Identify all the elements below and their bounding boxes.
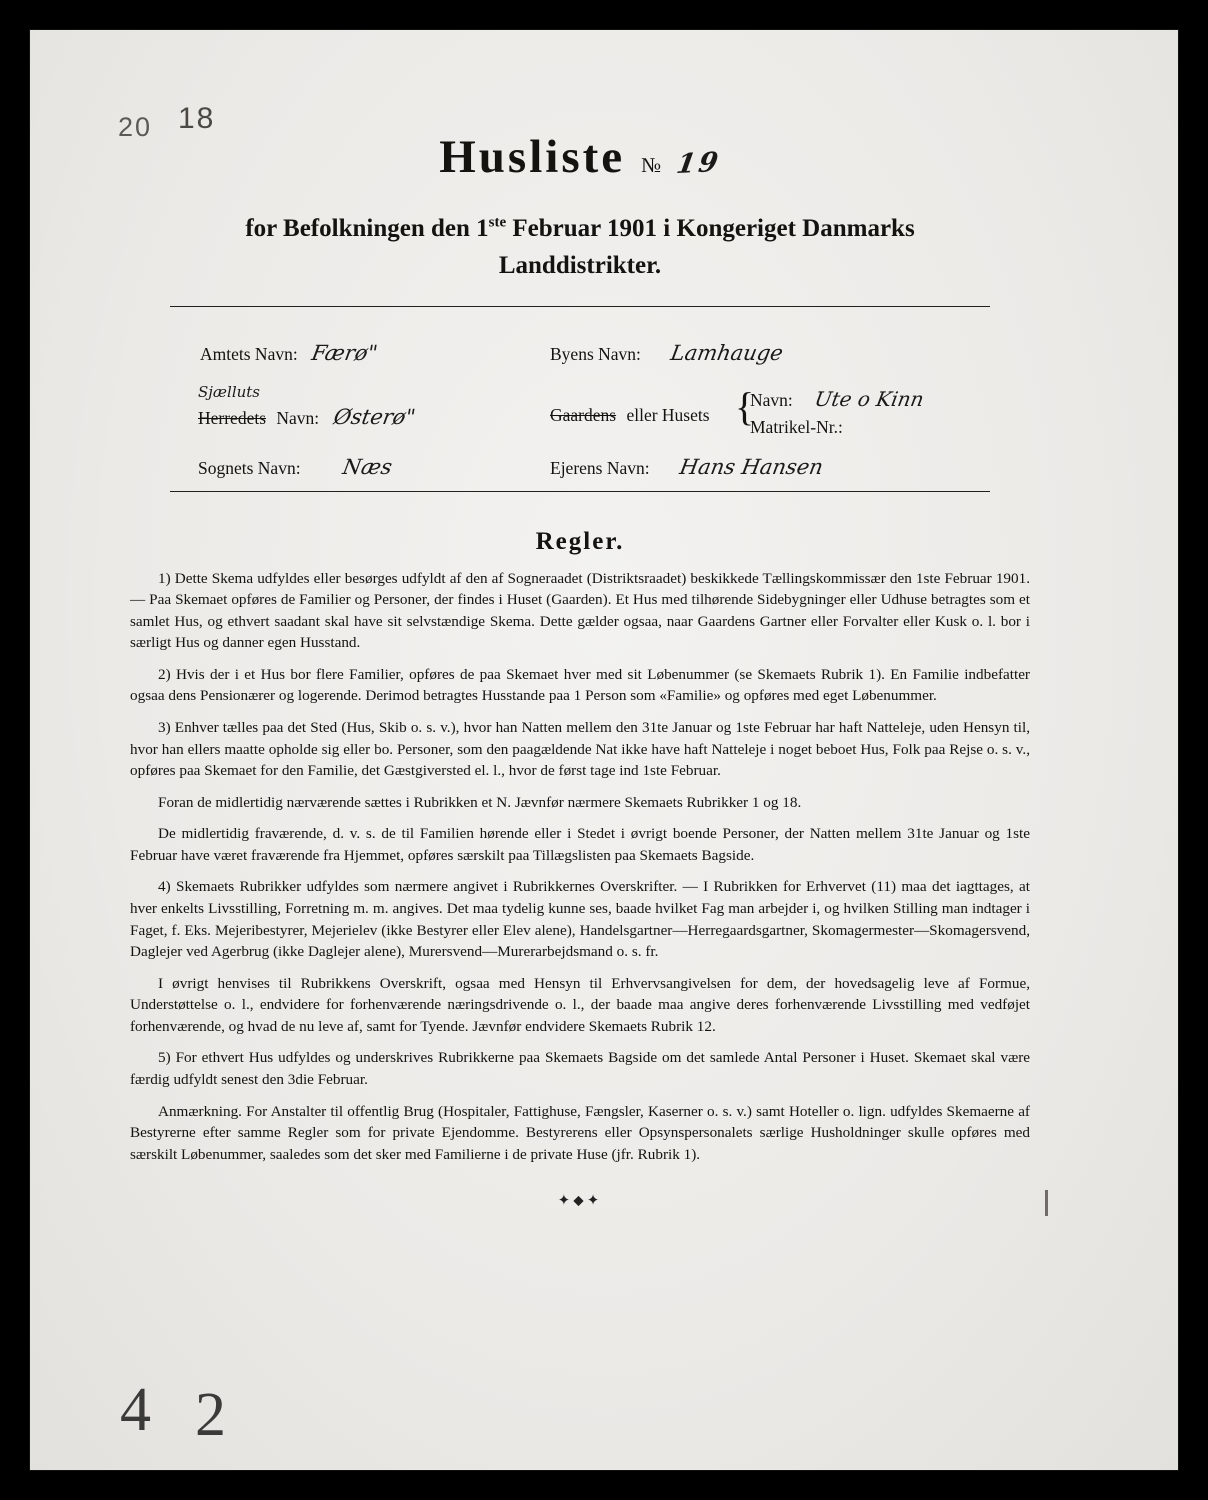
- rule-paragraph: 5) For ethvert Hus udfyldes og underskrives Rubrikkerne paa Skemaets Bagside om det samlede Antal Personer i Huset. Skemaet skal være færdig udfyldt senest den 3die Februar.: [130, 1049, 1030, 1089]
- field-gaard-navn: [750, 387, 924, 411]
- scanned-page: [30, 30, 1178, 1470]
- page-title: [130, 130, 1030, 184]
- page-title-text: Husliste: [439, 131, 626, 183]
- subtitle-superscript: ste: [488, 214, 507, 231]
- subtitle-part-a: for Befolkningen den 1: [245, 215, 489, 242]
- field-herred-strikethrough-label: Herredets: [198, 407, 267, 428]
- field-sogn: [198, 455, 392, 479]
- pencil-mark-right: 2: [195, 1381, 226, 1449]
- field-matrikel-label: Matrikel-Nr.:: [750, 416, 843, 437]
- husliste-number-label: №: [641, 153, 662, 177]
- field-amt: [200, 340, 380, 365]
- field-gaard-navn-label: Navn:: [750, 389, 793, 410]
- brace-decoration: {: [735, 383, 755, 429]
- ornament-divider: ✦⬥✦: [557, 1193, 603, 1210]
- field-gaard-label-rest: eller Husets: [626, 404, 710, 425]
- field-by: [550, 340, 786, 365]
- document-content: [130, 110, 1030, 1210]
- rule-paragraph: Foran de midlertidig nærværende sættes i Rubrikken et N. Jævnfør nærmere Skemaets Rubrikker 1 og 18.: [158, 793, 802, 811]
- field-gaard-strikethrough-label: Gaardens: [550, 404, 617, 425]
- field-matrikel: [750, 417, 857, 438]
- rule-paragraph: I øvrigt henvises til Rubrikkens Overskrift, ogsaa med Hensyn til Erhvervsangivelsen for dem, der hovedsagelig leve af Formue, Understøttelse o. l., endvidere for forhenværende næringsdrivende o. l., der baade maa angive deres forhenværende Livsstilling med vedføjet forhenværende, og hvad de nu leve af, samt for Tyende. Jævnfør endvidere Skemaets Rubrik 12.: [130, 974, 1030, 1035]
- document-subtitle-second-line: Landdistrikter.: [498, 251, 662, 279]
- stamp-number-left: 20: [118, 112, 153, 142]
- rules-body: [130, 568, 1030, 1166]
- rule-paragraph: De midlertidig fraværende, d. v. s. de til Familien hørende eller i Stedet i øvrigt boende Personer, der Natten mellem 31te Januar og 1ste Februar have været fraværende fra Hjemmet, opføres særskilt paa Tillægslisten paa Skemaets Bagside.: [130, 825, 1030, 864]
- field-amt-value: Færø": [309, 340, 380, 365]
- document-subtitle: [130, 210, 1030, 248]
- field-herred-prefix: [198, 383, 260, 402]
- rule-paragraph: 1) Dette Skema udfyldes eller besørges udfyldt af den af Sogneraadet (Distriktsraadet) beskikkede Tællingskommissær den 1ste Februar 1901. — Paa Skemaet opføres de Familier og Personer, der findes i Huset (Gaarden). Et Hus med tilhørende Sidebygninger eller Udhuse betragtes som et samlet Hus, og ethvert saadant skal have sit selvstændige Skema. Dette gælder ogsaa, naar Gaardens Gartner eller Forvalter eller Kusk o. l. bor i særligt Hus og danner egen Husstand.: [130, 569, 1030, 652]
- rules-heading: Regler.: [535, 527, 625, 555]
- rule-paragraph: 2) Hvis der i et Hus bor flere Familier, opføres de paa Skemaet hver med sit Løbenummer (se Skemaets Rubrik 1). En Familie indbefatter ogsaa dens Pensionærer og logerende. Derimod betragtes Husstande paa 1 Person som «Familie» og opføres med eget Løbenummer.: [130, 665, 1030, 705]
- field-herred: [198, 405, 415, 429]
- stamp-number-right: 18: [178, 102, 216, 135]
- edge-mark: [1045, 1190, 1048, 1216]
- husliste-number-value: 19: [674, 146, 724, 181]
- paper-surface: [30, 30, 1178, 1470]
- field-by-value: Lamhauge: [669, 340, 786, 365]
- field-ejer: [550, 454, 826, 479]
- divider-top: [170, 306, 990, 307]
- field-sogn-label: Sognets Navn:: [198, 457, 301, 478]
- field-sogn-value: Næs: [340, 454, 394, 479]
- rule-paragraph: 3) Enhver tælles paa det Sted (Hus, Skib o. s. v.), hvor han Natten mellem den 31te Januar og 1ste Februar har haft Natteleje, uden Hensyn til, hvor han ellers maatte opholde sig eller bo. Personer, som den paagældende Nat ikke have haft Natteleje i noget beboet Hus, Folk paa Rejse o. s. v., opføres paa Skemaet for den Familie, det Gæstgiversted el. l., hvor de først tage ind 1ste Februar.: [130, 718, 1030, 780]
- rule-paragraph: 4) Skemaets Rubrikker udfyldes som nærmere angivet i Rubrikkernes Overskrifter. — I Rubrikken for Erhvervet (11) maa det iagttages, at hver enkelts Livsstilling, Forretning m. m. angives. Det maa tydelig kunne ses, baade hvilket Fag man arbejder i, og hvilken Stilling man indtager i Faget, f. Eks. Mejeribestyrer, Mejerielev (ikke Bestyrer eller Elev alene), Handelsgartner—Herregaardsgartner, Skomagermester—Skomagersvend, Daglejer ved Agerbrug (ikke Daglejer alene), Murersvend—Murerarbejdsmand o. s. fr.: [130, 878, 1030, 961]
- field-herred-prefix-value: Sjælluts: [198, 382, 261, 401]
- field-ejer-value: Hans Hansen: [677, 454, 826, 479]
- subtitle-part-b: Februar 1901 i Kongeriget Danmarks: [506, 215, 915, 242]
- field-gaard-label: [550, 405, 710, 426]
- field-herred-label: Navn:: [276, 407, 320, 428]
- divider-bottom: [170, 491, 990, 492]
- field-ejer-label: Ejerens Navn:: [550, 457, 650, 478]
- field-amt-label: Amtets Navn:: [200, 343, 298, 364]
- rule-paragraph-note: Anmærkning. For Anstalter til offentlig Brug (Hospitaler, Fattighuse, Fængsler, Kaserner o. s. v.) samt Hoteller o. lign. udfyldes Skemaerne af Bestyrerne efter samme Regler som for private Ejendomme. Bestyrerens eller Opsynspersonalets særlige Husholdninger skulle opføres med særskilt Løbenummer, saaledes som det sker med Familierne i de private Huse (jfr. Rubrik 1).: [130, 1102, 1030, 1163]
- field-herred-value: Østerø": [331, 404, 417, 429]
- field-gaard-navn-value: Ute o Kinn: [813, 386, 926, 411]
- pencil-mark-left: 4: [120, 1376, 151, 1444]
- field-by-label: Byens Navn:: [550, 343, 641, 364]
- form-fields: [130, 329, 1030, 479]
